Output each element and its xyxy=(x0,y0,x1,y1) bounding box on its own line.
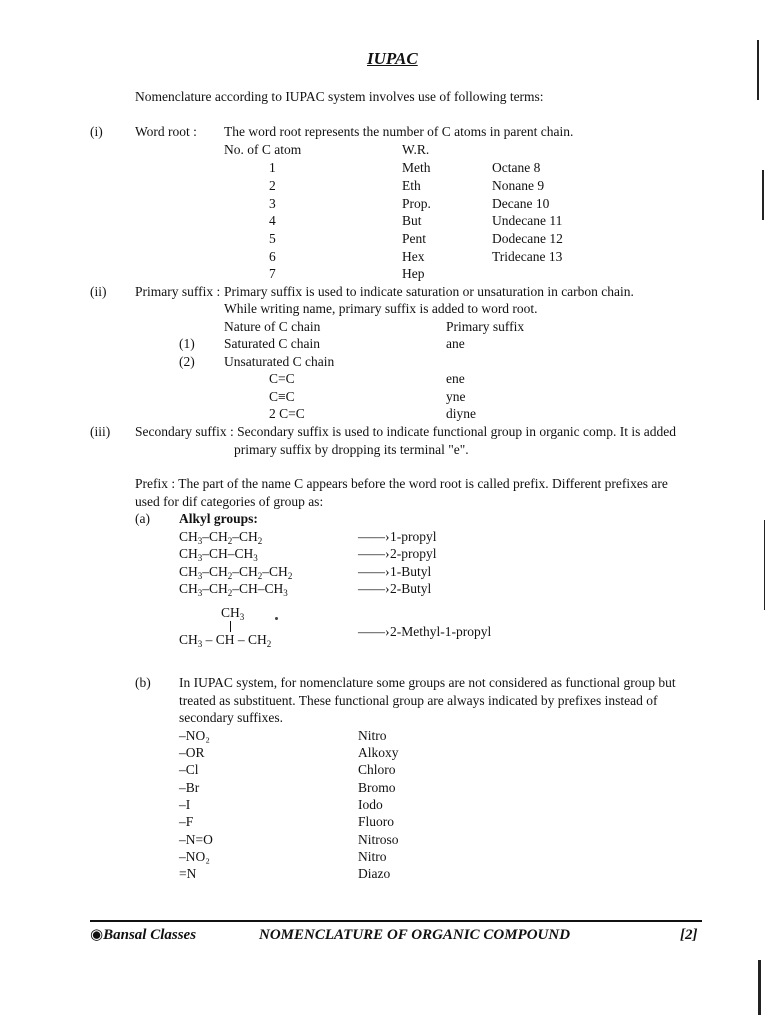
scan-edge-mark xyxy=(762,170,764,220)
scan-edge-mark xyxy=(764,520,765,610)
table-cell: Eth xyxy=(402,178,421,193)
section-text: secondary suffixes. xyxy=(179,710,283,725)
group-formula: –OR xyxy=(179,745,205,760)
bond-type: C=C xyxy=(269,371,295,386)
group-formula: –F xyxy=(179,814,194,829)
intro-text: Nomenclature according to IUPAC system involves use of following terms: xyxy=(135,89,544,104)
table-cell: Octane 8 xyxy=(492,160,541,175)
section-number: (iii) xyxy=(90,424,111,439)
chemical-formula: $CH_3$ xyxy=(221,605,245,622)
bond-line xyxy=(230,621,231,632)
scan-speck xyxy=(275,617,278,620)
prefix-text: used for dif categories of group as: xyxy=(135,494,324,509)
group-name: 2-Methyl-1-propyl xyxy=(390,624,492,639)
table-cell: Saturated C chain xyxy=(224,336,320,351)
table-cell: Undecane 11 xyxy=(492,213,563,228)
section-label: Word root : xyxy=(135,124,197,139)
table-cell: Dodecane 12 xyxy=(492,231,563,246)
group-formula: –Br xyxy=(179,780,200,795)
group-name: Nitro xyxy=(358,728,387,743)
column-header: W.R. xyxy=(402,142,430,157)
group-name: Alkoxy xyxy=(358,745,399,760)
chemical-formula: $CH_3-CH-CH_3$ xyxy=(179,546,258,563)
column-header: No. of C atom xyxy=(224,142,302,157)
table-cell: Pent xyxy=(402,231,427,246)
footer-page-number: [2] xyxy=(680,927,698,943)
group-name: 2-Butyl xyxy=(390,581,432,596)
section-label: Primary suffix : xyxy=(135,284,221,299)
footer-brand: ◉Bansal Classes xyxy=(90,927,197,943)
arrow-icon: ——› xyxy=(358,529,390,544)
section-text: Secondary suffix : Secondary suffix is used to indicate functional group in organic comp. It is added xyxy=(135,424,677,439)
section-text: In IUPAC system, for nomenclature some groups are not considered as functional group but xyxy=(179,675,676,690)
group-name: 2-propyl xyxy=(390,546,437,561)
group-name: Fluoro xyxy=(358,814,395,829)
list-number: (2) xyxy=(179,354,195,369)
page-title: IUPAC xyxy=(367,49,418,68)
group-formula: –I xyxy=(179,797,191,812)
group-formula: –Cl xyxy=(179,762,199,777)
scan-edge-mark xyxy=(757,40,759,100)
group-name: Nitroso xyxy=(358,832,399,847)
group-name: Iodo xyxy=(358,797,383,812)
table-cell: 6 xyxy=(269,249,276,264)
group-name: 1-Butyl xyxy=(390,564,432,579)
section-number: (i) xyxy=(90,124,103,139)
column-header: Nature of C chain xyxy=(224,319,321,334)
bond-type: 2 C=C xyxy=(269,406,305,421)
group-name: 1-propyl xyxy=(390,529,437,544)
arrow-icon: ——› xyxy=(358,624,390,639)
arrow-icon: ——› xyxy=(358,564,390,579)
subsection-label: Alkyl groups: xyxy=(179,511,258,526)
chemical-formula: $CH_3$ – CH – $CH_2$ xyxy=(179,632,272,649)
list-number: (1) xyxy=(179,336,195,351)
table-cell: ene xyxy=(446,371,465,386)
footer-rule xyxy=(90,920,702,922)
table-cell: 4 xyxy=(269,213,276,228)
group-formula: –NO₂ xyxy=(179,849,210,864)
group-name: Bromo xyxy=(358,780,396,795)
arrow-icon: ——› xyxy=(358,581,390,596)
table-cell: Prop. xyxy=(402,196,431,211)
section-text: treated as substituent. These functional group are always indicated by prefixes instead of xyxy=(179,693,658,708)
arrow-icon: ——› xyxy=(358,546,390,561)
chemical-formula: $CH_3-CH_2-CH-CH_3$ xyxy=(179,581,288,598)
section-text: primary suffix by dropping its terminal "e". xyxy=(234,442,469,457)
table-cell: 2 xyxy=(269,178,276,193)
table-cell: Tridecane 13 xyxy=(492,249,563,264)
list-number: (b) xyxy=(135,675,151,690)
column-header: Primary suffix xyxy=(446,319,525,334)
table-cell: Unsaturated C chain xyxy=(224,354,335,369)
table-cell: 5 xyxy=(269,231,276,246)
group-formula: =N xyxy=(179,866,197,881)
list-number: (a) xyxy=(135,511,150,526)
table-cell: yne xyxy=(446,389,466,404)
chemical-formula: $CH_3-CH_2-CH_2-CH_2$ xyxy=(179,564,293,581)
section-text: The word root represents the number of C atoms in parent chain. xyxy=(224,124,574,139)
table-cell: But xyxy=(402,213,422,228)
table-cell: 7 xyxy=(269,266,276,281)
group-name: Nitro xyxy=(358,849,387,864)
chemical-formula: $CH_3-CH_2-CH_2$ xyxy=(179,529,263,546)
section-text: While writing name, primary suffix is added to word root. xyxy=(224,301,538,316)
prefix-text: Prefix : The part of the name C appears before the word root is called prefix. Different prefixes are xyxy=(135,476,668,491)
group-name: Chloro xyxy=(358,762,396,777)
section-number: (ii) xyxy=(90,284,107,299)
logo-icon: ◉ xyxy=(90,927,104,943)
table-cell: 1 xyxy=(269,160,276,175)
group-name: Diazo xyxy=(358,866,391,881)
table-cell: Meth xyxy=(402,160,431,175)
table-cell: Hex xyxy=(402,249,425,264)
table-cell: diyne xyxy=(446,406,476,421)
scan-edge-mark xyxy=(758,960,761,1015)
section-text: Primary suffix is used to indicate saturation or unsaturation in carbon chain. xyxy=(224,284,634,299)
group-formula: –NO₂ xyxy=(179,728,210,743)
bond-type: C≡C xyxy=(269,389,295,404)
group-formula: –N=O xyxy=(179,832,213,847)
table-cell: Decane 10 xyxy=(492,196,550,211)
table-cell: 3 xyxy=(269,196,276,211)
footer-chapter: NOMENCLATURE OF ORGANIC COMPOUND xyxy=(259,927,571,943)
table-cell: ane xyxy=(446,336,465,351)
table-cell: Nonane 9 xyxy=(492,178,545,193)
table-cell: Hep xyxy=(402,266,425,281)
